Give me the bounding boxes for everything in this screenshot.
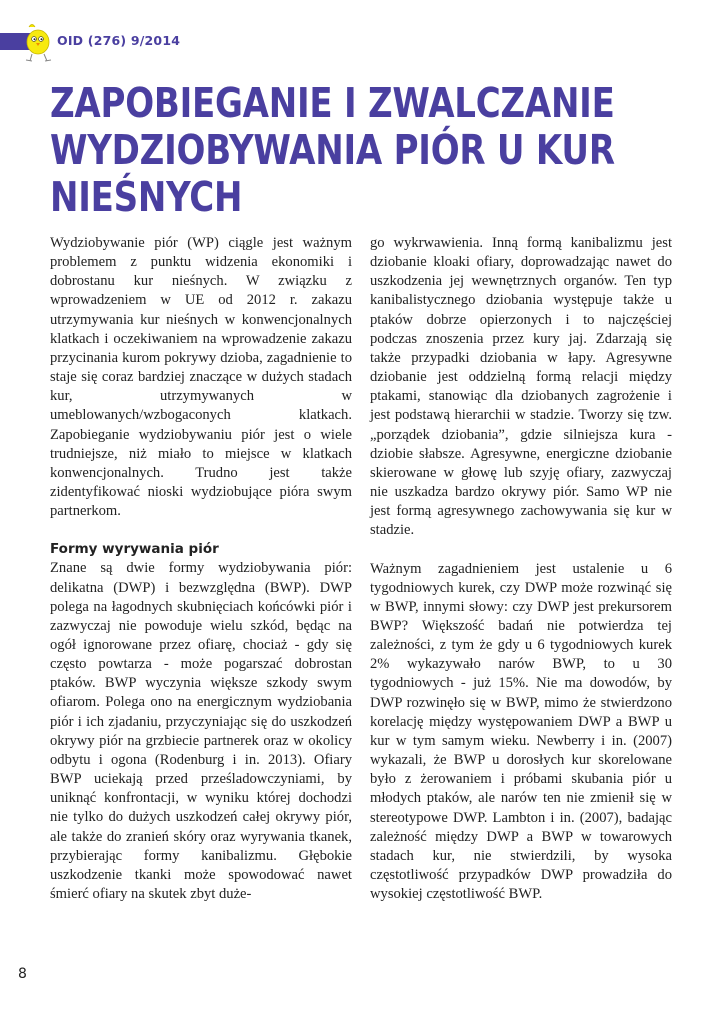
title-line: NIEŚNYCH bbox=[50, 173, 243, 221]
intro-paragraph: Wydziobywanie piór (WP) ciągle jest ważnym problemem z punktu widzenia ekonomiki i dobrostanu kur nieśnych. W związku z wprowadzeniem w UE od 2012 r. zakazu utrzymywania kur nieśnych w konwencjonalnych klatkach i oczekiwaniem na wprowadzenie zakazu przycinania kurom pokrywy dzioba, zagadnienie to staje się coraz bardziej znaczące w dużych stadach kur, utrzymywanych w umeblowanych/wzbogaconych klatkach. Zapobieganie wydziobywaniu piór jest o wiele trudniejsze, niż miało to miejsce w klatkach konwencjonalnych. Trudno jest także zidentyfikować nioski wydziobujące pióra swym partnerkom. bbox=[50, 235, 352, 520]
section-paragraph-right: go wykrwawienia. Inną formą kanibalizmu jest dziobanie kloaki ofiary, doprowadzając nawet do uszkodzenia jej wewnętrznych organów. Ten typ kanibalistycznego dziobania występuje także u ptaków dobrze opierzonych i to najczęściej podczas znoszenia przez kury jaj. Zdarzają się także przypadki dziobania w łapy. Agresywne dziobanie jest oddzielną formą relacji między ptakami, stanowiąc dla dziobanych zagrożenie i jest podstawą hierarchii w stadzie. Tworzy się tzw. „porządek dziobania”, gdzie silniejsza kura - dziobie słabsze. Agresywne, energiczne dziobanie skierowane w głowę lub szyję ofiary, zazwyczaj nie uszkadza bardzo okrywy piór. Samo WP nie jest formą agresywnego zachowywania się kur w stadzie. bbox=[370, 235, 672, 539]
closing-paragraph: Ważnym zagadnieniem jest ustalenie u 6 tygodniowych kurek, czy DWP może rozwinąć się w BWP, innymi słowy: czy DWP jest prekursorem BWP? Większość badań nie potwierdza tej zależności, z tym że gdy u 6 tygodniowych kurek 2% wykazywało narów BWP, to u 30 tygodniowych - już 15%. Nie ma dowodów, by DWP rozwinęło się w BWP, mimo że stwierdzono korelację między występowaniem DWP a BWP u kur w tym samym wieku. Newberry i in. (2007) wykazali, że BWP u dorosłych kur skorelowane było z żerowaniem i próbami skubania piór u młodych ptaków, ale narów ten nie zmienił się w stereotypowe DWP. Lambton i in. (2007), badając zależność między DWP a BWP w towarowych stadach kur, nie stwierdzili, by wysoka częstotliwość przypadków DWP prowadziła do wysokiej częstotliwość BWP. bbox=[370, 560, 672, 903]
page-number: 8 bbox=[18, 966, 27, 982]
title-line: WYDZIOBYWANIA PIÓR U KUR bbox=[50, 126, 615, 174]
issue-label: OID (276) 9/2014 bbox=[57, 33, 181, 48]
article-title bbox=[50, 79, 615, 221]
section-heading: Formy wyrywania piór bbox=[50, 541, 219, 558]
title-line: ZAPOBIEGANIE I ZWALCZANIE bbox=[50, 79, 615, 127]
chick-icon bbox=[20, 22, 56, 64]
left-column bbox=[50, 234, 352, 904]
section-paragraph-left: Znane są dwie formy wydziobywania piór: delikatna (DWP) i bezwzględna (BWP). DWP polega na łagodnych skubnięciach końcówki piór i zazwyczaj nie powoduje wielu szkód, będąc na ogół ignorowane przez ofiarę, chociaż - gdy się często powtarza - może pogarszać dobrostan ptaków. BWP wyczynia większe szkody swym ofiarom. Polega ono na energicznym wydziobania piór i ich zjadaniu, przyczyniając się do uszkodzeń okrywy piór na grzbiecie partnerek oraz w okolicy odbytu i ogona (Rodenburg i in. 2013). Ofiary BWP uciekają przed prześladowczyniami, by uniknąć konfrontacji, w wyniku której dochodzi nie tylko do dużych uszkodzeń całej okrywy piór, ale także do zranień skóry oraz wyrywania tkanek, przybierając formy kanibalizmu. Głębokie uszkodzenie tkanki może spowodować nawet śmierć ofiary na skutek zbyt duże- bbox=[50, 560, 352, 902]
right-column bbox=[370, 234, 672, 904]
